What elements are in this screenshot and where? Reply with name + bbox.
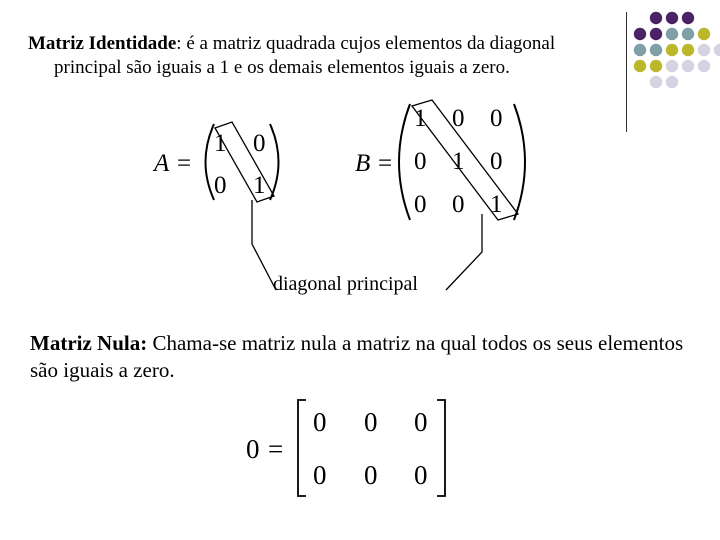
matrix-zero-cell: 0 [414,407,428,437]
matrix-a-cell: 0 [253,130,266,157]
matrix-b-right-paren [514,104,525,220]
matrix-a-cell: 1 [214,130,227,157]
identity-separator: : [176,33,187,54]
zero-text: Chama-se matriz nula a matriz na qual todos os seus elementos são iguais a zero. [30,331,684,382]
matrix-b-cell: 1 [452,148,465,175]
matrix-a-right-paren [270,124,279,200]
diagonal-pointer-line-right [446,214,482,290]
matrix-zero-cell: 0 [313,460,327,490]
matrix-b-cell: 0 [414,148,427,175]
matrix-a-equals: = [177,150,192,177]
matrix-zero [246,400,445,496]
matrix-b-cell: 0 [490,105,503,132]
matrix-a [152,122,279,202]
matrix-zero-right-bracket [437,400,445,496]
identity-heading: Matriz Identidade [28,33,177,54]
identity-text-line2: principal são iguais a 1 e os demais elementos iguais a zero. [54,57,510,78]
matrix-zero-cell: 0 [364,460,378,490]
matrix-zero-equals: = [268,434,284,464]
matrix-a-cell: 1 [253,172,266,199]
matrix-zero-cell: 0 [364,407,378,437]
matrix-b-cell: 0 [452,191,465,218]
diagonal-principal-label: diagonal principal [273,273,418,295]
matrix-b-name: B [355,150,371,177]
zero-matrix-definition [30,330,690,384]
matrix-b [355,100,525,220]
zero-heading: Matriz Nula: [30,331,148,355]
matrix-zero-cell: 0 [313,407,327,437]
matrix-zero-left-bracket [298,400,306,496]
matrix-a-cell: 0 [214,172,227,199]
identity-text-line1: é a matriz quadrada cujos elementos da diagonal [186,33,556,54]
matrix-zero-cell: 0 [414,460,428,490]
matrix-a-left-paren [206,124,215,200]
matrix-b-cell: 1 [490,191,503,218]
matrix-b-left-paren [399,104,410,220]
matrix-b-equals: = [378,150,393,177]
matrix-zero-name: 0 [246,434,260,464]
matrix-a-name: A [154,150,170,177]
matrix-b-cell: 1 [414,105,427,132]
matrix-b-cell: 0 [452,105,465,132]
matrix-b-cell: 0 [490,148,503,175]
matrix-b-cell: 0 [414,191,427,218]
